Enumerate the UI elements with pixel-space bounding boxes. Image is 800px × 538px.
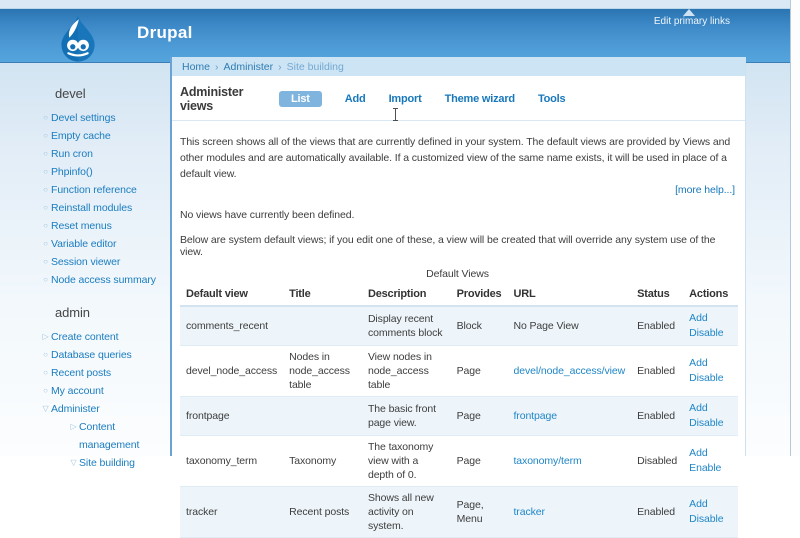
text-cursor [392,108,399,121]
sidebar [0,62,170,469]
view-description: View nodes in node_access table [362,346,451,397]
disable-link[interactable]: Disable [689,417,724,429]
col-description: Description [362,284,451,306]
menu-expanded-icon: ▽ [42,404,49,413]
menu-leaf-icon: ○ [43,203,48,212]
breadcrumb-home[interactable]: Home [182,60,211,73]
view-actions [683,436,738,487]
view-url-link[interactable]: frontpage [513,410,557,422]
view-description: The basic front page view. [362,397,451,436]
view-title: Taxonomy [283,436,362,487]
view-url [507,397,631,436]
menu-leaf-icon: ○ [43,257,48,266]
sidebar-item-run-cron[interactable]: ○ Run cron [40,145,170,163]
content-panel [170,57,746,532]
menu-leaf-icon: ○ [43,221,48,230]
view-status: Enabled [631,487,683,538]
menu-leaf-icon: ○ [43,185,48,194]
more-help-link[interactable]: [more help...] [675,184,735,196]
view-provides: Page [451,346,508,397]
view-description: The taxonomy view with a depth of 0. [362,436,451,487]
page-title: Administer views [180,85,244,113]
sidebar-item-empty-cache[interactable]: ○ Empty cache [40,127,170,145]
intro-text: This screen shows all of the views that are currently defined in your system. The default views are provided by Views and other modules and are automatically available. If a customized view of the same name exists, it will be used in place of a default view. [180,136,731,180]
breadcrumb [172,57,745,76]
view-actions [683,397,738,436]
table-header-row [180,284,738,306]
add-link[interactable]: Add [689,402,708,414]
menu-leaf-icon: ○ [43,167,48,176]
view-url [507,436,631,487]
add-link[interactable]: Add [689,357,708,369]
view-name: devel_node_access [180,346,283,397]
menu-leaf-icon: ○ [43,239,48,248]
view-provides: Block [451,306,508,346]
menu-leaf-icon: ○ [43,113,48,122]
disable-link[interactable]: Disable [689,372,724,384]
tab-import[interactable]: Import [388,93,422,105]
col-actions: Actions [683,284,738,306]
menu-leaf-icon: ○ [43,386,48,395]
view-name: tracker [180,487,283,538]
tab-list[interactable]: List [279,91,322,107]
view-url-link[interactable]: tracker [513,506,545,518]
breadcrumb-separator: › [215,60,219,73]
col-url: URL [507,284,631,306]
view-actions [683,487,738,538]
col-provides: Provides [451,284,508,306]
title-row [172,76,745,121]
col-default-view: Default view [180,284,283,306]
view-title [283,306,362,346]
table-row [180,346,738,397]
sidebar-item-function-reference[interactable]: ○ Function reference [40,181,170,199]
menu-collapsed-icon: ▷ [70,422,77,431]
add-link[interactable]: Add [689,312,708,324]
breadcrumb-separator: › [278,60,282,73]
primary-links-pointer [683,9,695,16]
view-url-link[interactable]: devel/node_access/view [513,365,626,377]
menu-leaf-icon: ○ [43,368,48,377]
breadcrumb-administer[interactable]: Administer [223,60,274,73]
view-name: frontpage [180,397,283,436]
col-status: Status [631,284,683,306]
sidebar-item-session-viewer[interactable]: ○ Session viewer [40,253,170,271]
table-caption: Default Views [426,268,489,280]
menu-leaf-icon: ○ [43,275,48,284]
sidebar-item-reinstall-modules[interactable]: ○ Reinstall modules [40,199,170,217]
menu-collapsed-icon: ▷ [42,332,49,341]
view-status: Enabled [631,306,683,346]
sidebar-item-create-content[interactable]: ▷ Create content [40,328,170,346]
sidebar-item-recent-posts[interactable]: ○ Recent posts [40,364,170,382]
tab-theme-wizard[interactable]: Theme wizard [444,93,515,105]
content-body [172,121,745,538]
view-status: Enabled [631,397,683,436]
tab-tools[interactable]: Tools [537,93,566,105]
table-row [180,436,738,487]
view-title: Recent posts [283,487,362,538]
view-title: Nodes in node_access table [283,346,362,397]
breadcrumb-site-building: Site building [286,60,344,73]
add-link[interactable]: Add [689,498,708,510]
disable-link[interactable]: Disable [689,513,724,525]
view-provides: Page [451,397,508,436]
view-title [283,397,362,436]
table-row [180,306,738,346]
sidebar-item-devel-settings[interactable]: ○ Devel settings [40,109,170,127]
col-title: Title [283,284,362,306]
table-row [180,487,738,538]
menu-leaf-icon: ○ [43,131,48,140]
menu-expanded-icon: ▽ [70,458,77,467]
disable-link[interactable]: Disable [689,327,724,339]
view-provides: Page, Menu [451,487,508,538]
add-link[interactable]: Add [689,447,708,459]
sidebar-item-my-account[interactable]: ○ My account [40,382,170,400]
site-name: Drupal [137,23,193,42]
site-header [0,9,790,63]
tab-add[interactable]: Add [344,93,366,105]
view-url [507,487,631,538]
view-description: Shows all new activity on system. [362,487,451,538]
view-name: taxonomy_term [180,436,283,487]
table-row [180,397,738,436]
sidebar-item-node-access-summary[interactable]: ○ Node access summary [40,271,170,289]
default-views-table [180,284,738,538]
edit-primary-links-link[interactable]: Edit primary links [653,16,730,27]
default-views-note: Below are system default views; if you edit one of these, a view will be created that will override any system use of the view. [180,234,716,258]
view-actions [683,346,738,397]
sidebar-item-site-building[interactable]: ▽ Site building [68,454,170,472]
more-help-row [180,184,735,196]
devel-menu [0,109,170,289]
admin-menu [0,328,170,472]
sidebar-item-content-management[interactable]: ▷ Content management [68,418,170,454]
menu-leaf-icon: ○ [43,350,48,359]
window-edge [790,0,800,456]
view-url-link[interactable]: taxonomy/term [513,455,582,467]
view-status: Enabled [631,346,683,397]
sidebar-item-phpinfo[interactable]: ○ Phpinfo() [40,163,170,181]
sidebar-item-variable-editor[interactable]: ○ Variable editor [40,235,170,253]
sidebar-section-admin: admin [55,305,90,320]
view-provides: Page [451,436,508,487]
view-url [507,346,631,397]
sidebar-item-administer[interactable]: ▽ Administer [40,400,170,418]
menu-leaf-icon: ○ [43,149,48,158]
top-strip [0,0,790,9]
view-name: comments_recent [180,306,283,346]
druplicon-logo-icon [56,14,100,62]
sidebar-section-devel: devel [55,86,86,101]
tabs [279,91,565,107]
no-views-message: No views have currently been defined. [180,209,355,221]
view-description: Display recent comments block [362,306,451,346]
view-url: No Page View [507,306,631,346]
view-actions [683,306,738,346]
enable-link[interactable]: Enable [689,462,722,474]
view-status: Disabled [631,436,683,487]
sidebar-item-reset-menus[interactable]: ○ Reset menus [40,217,170,235]
sidebar-item-database-queries[interactable]: ○ Database queries [40,346,170,364]
